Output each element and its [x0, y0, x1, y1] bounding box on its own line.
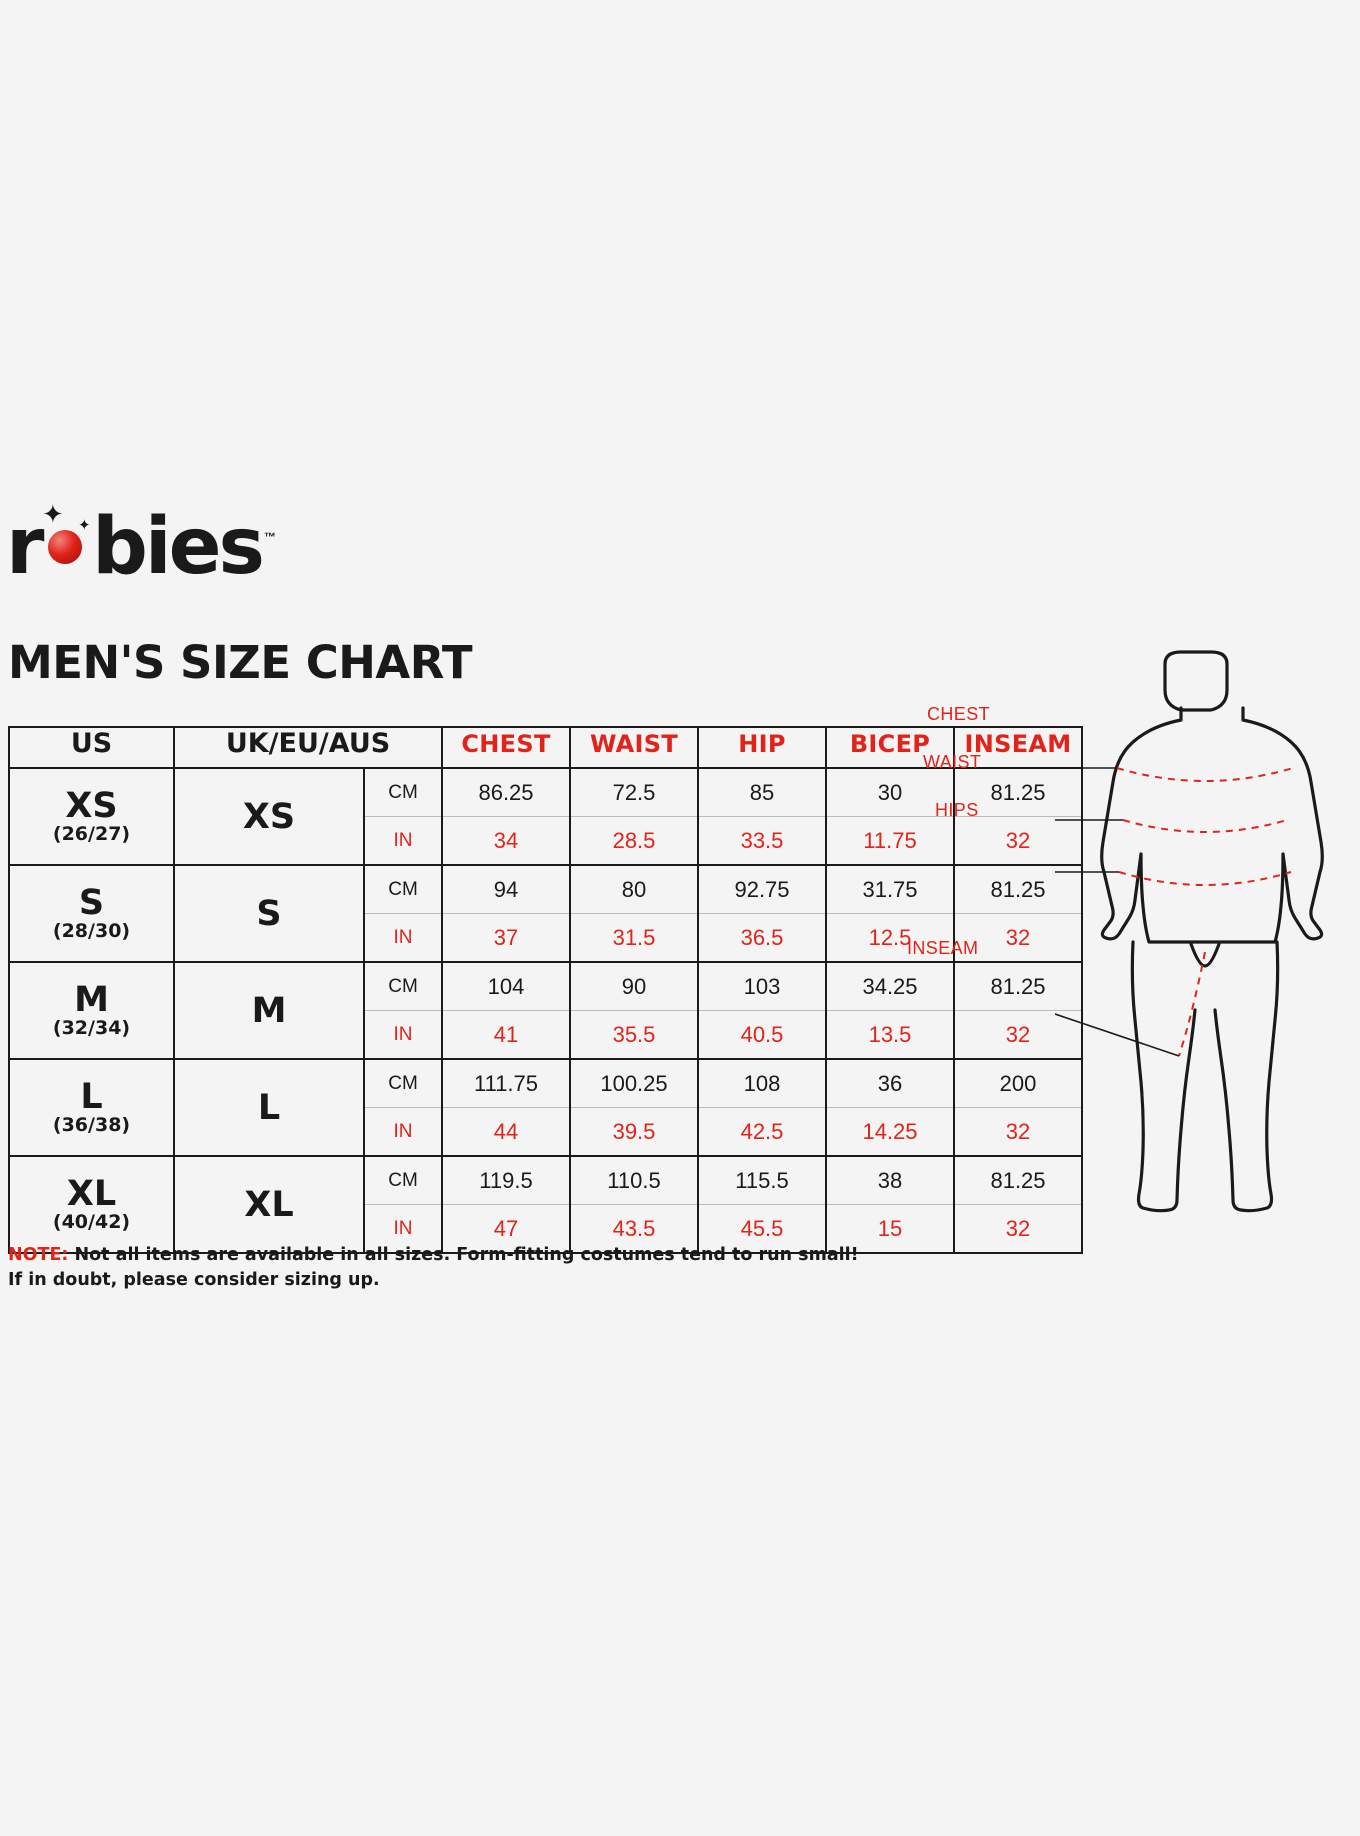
us-size-label: M [74, 980, 109, 1021]
value-bicep-cm: 36 [826, 1059, 954, 1108]
value-chest-cm: 104 [442, 962, 570, 1011]
value-waist-cm: 72.5 [570, 768, 698, 817]
value-hip-cm: 103 [698, 962, 826, 1011]
table-row [9, 962, 1082, 1011]
us-size-label: XS [65, 786, 118, 827]
us-size-sub: (36/38) [52, 1114, 131, 1137]
value-bicep-cm: 34.25 [826, 962, 954, 1011]
us-size-cell [9, 865, 174, 962]
header-intl: UK/EU/AUS [174, 727, 442, 768]
size-table-wrapper [8, 726, 1083, 1254]
value-hip-in: 45.5 [698, 1205, 826, 1254]
note-line-2: If in doubt, please consider sizing up. [8, 1270, 380, 1291]
value-waist-in: 39.5 [570, 1108, 698, 1157]
value-inseam-in: 32 [954, 914, 1082, 963]
unit-in-label: IN [364, 1205, 442, 1254]
brand-name-pre: r [6, 502, 42, 593]
value-chest-cm: 86.25 [442, 768, 570, 817]
diagram-label-hips: HIPS [935, 800, 979, 820]
value-chest-in: 44 [442, 1108, 570, 1157]
value-bicep-cm: 30 [826, 768, 954, 817]
intl-size-cell: L [174, 1059, 364, 1156]
intl-size-cell: XL [174, 1156, 364, 1253]
value-bicep-cm: 38 [826, 1156, 954, 1205]
value-bicep-in: 15 [826, 1205, 954, 1254]
value-inseam-in: 32 [954, 1205, 1082, 1254]
us-size-sub: (26/27) [52, 823, 131, 846]
unit-cm-label: CM [364, 1156, 442, 1205]
value-hip-cm: 108 [698, 1059, 826, 1108]
value-inseam-in: 32 [954, 817, 1082, 866]
us-size-label: XL [66, 1174, 117, 1215]
unit-in-label: IN [364, 914, 442, 963]
value-waist-in: 31.5 [570, 914, 698, 963]
value-chest-in: 34 [442, 817, 570, 866]
table-row [9, 768, 1082, 817]
table-row-group-m [9, 962, 1082, 1059]
intl-size-cell: XS [174, 768, 364, 865]
value-hip-in: 40.5 [698, 1011, 826, 1060]
value-waist-cm: 90 [570, 962, 698, 1011]
value-waist-in: 35.5 [570, 1011, 698, 1060]
value-waist-cm: 100.25 [570, 1059, 698, 1108]
value-bicep-in: 14.25 [826, 1108, 954, 1157]
value-inseam-cm: 81.25 [954, 962, 1082, 1011]
header-chest: CHEST [442, 727, 570, 768]
size-chart-table [8, 726, 1083, 1254]
value-chest-cm: 111.75 [442, 1059, 570, 1108]
brand-wordmark [6, 500, 262, 593]
value-hip-cm: 85 [698, 768, 826, 817]
us-size-label: L [80, 1077, 103, 1118]
brand-name-post: bies [92, 502, 262, 593]
value-inseam-cm: 81.25 [954, 1156, 1082, 1205]
brand-trademark: ™ [263, 530, 276, 544]
value-hip-in: 33.5 [698, 817, 826, 866]
value-chest-in: 41 [442, 1011, 570, 1060]
us-size-cell [9, 1059, 174, 1156]
unit-in-label: IN [364, 1011, 442, 1060]
table-row-group-s [9, 865, 1082, 962]
table-row [9, 1059, 1082, 1108]
intl-size-cell: M [174, 962, 364, 1059]
intl-size-cell: S [174, 865, 364, 962]
diagram-label-waist: WAIST [923, 752, 982, 772]
table-row-group-l [9, 1059, 1082, 1156]
value-chest-in: 47 [442, 1205, 570, 1254]
note-line-1: Not all items are available in all sizes. Form-fitting costumes tend to run small! [68, 1245, 859, 1265]
note-label: NOTE: [8, 1245, 69, 1265]
value-waist-cm: 110.5 [570, 1156, 698, 1205]
unit-cm-label: CM [364, 962, 442, 1011]
value-bicep-in: 13.5 [826, 1011, 954, 1060]
value-waist-in: 43.5 [570, 1205, 698, 1254]
value-hip-in: 42.5 [698, 1108, 826, 1157]
header-waist: WAIST [570, 727, 698, 768]
header-us: US [9, 727, 174, 768]
table-row-group-xl [9, 1156, 1082, 1253]
us-size-cell [9, 768, 174, 865]
diagram-label-inseam: INSEAM [907, 938, 979, 958]
table-row-group-xs [9, 768, 1082, 865]
value-chest-in: 37 [442, 914, 570, 963]
brand-logo [6, 500, 276, 593]
unit-cm-label: CM [364, 865, 442, 914]
value-chest-cm: 119.5 [442, 1156, 570, 1205]
us-size-label: S [78, 883, 105, 924]
us-size-cell [9, 1156, 174, 1253]
value-hip-cm: 115.5 [698, 1156, 826, 1205]
value-bicep-in: 11.75 [826, 817, 954, 866]
value-hip-cm: 92.75 [698, 865, 826, 914]
page-title: MEN'S SIZE CHART [8, 636, 473, 689]
table-row [9, 865, 1082, 914]
us-size-cell [9, 962, 174, 1059]
sparkle-icon: ✦ [42, 500, 61, 531]
value-inseam-cm: 200 [954, 1059, 1082, 1108]
body-diagram [1055, 650, 1355, 1230]
value-hip-in: 36.5 [698, 914, 826, 963]
unit-in-label: IN [364, 1108, 442, 1157]
value-bicep-cm: 31.75 [826, 865, 954, 914]
header-inseam: INSEAM [954, 727, 1082, 768]
us-size-sub: (40/42) [52, 1211, 131, 1234]
value-bicep-in: 12.5 [826, 914, 954, 963]
table-row [9, 1156, 1082, 1205]
table-header-row [9, 727, 1082, 768]
sizing-note [8, 1243, 908, 1294]
value-inseam-in: 32 [954, 1011, 1082, 1060]
unit-in-label: IN [364, 817, 442, 866]
value-inseam-in: 32 [954, 1108, 1082, 1157]
header-bicep: BICEP [826, 727, 954, 768]
header-hip: HIP [698, 727, 826, 768]
us-size-sub: (28/30) [52, 920, 131, 943]
unit-cm-label: CM [364, 1059, 442, 1108]
value-waist-in: 28.5 [570, 817, 698, 866]
value-chest-cm: 94 [442, 865, 570, 914]
us-size-sub: (32/34) [52, 1017, 131, 1040]
unit-cm-label: CM [364, 768, 442, 817]
sparkle-small-icon: ✦ [78, 516, 88, 535]
diagram-label-chest: CHEST [927, 704, 991, 724]
value-waist-cm: 80 [570, 865, 698, 914]
value-inseam-cm: 81.25 [954, 865, 1082, 914]
value-inseam-cm: 81.25 [954, 768, 1082, 817]
